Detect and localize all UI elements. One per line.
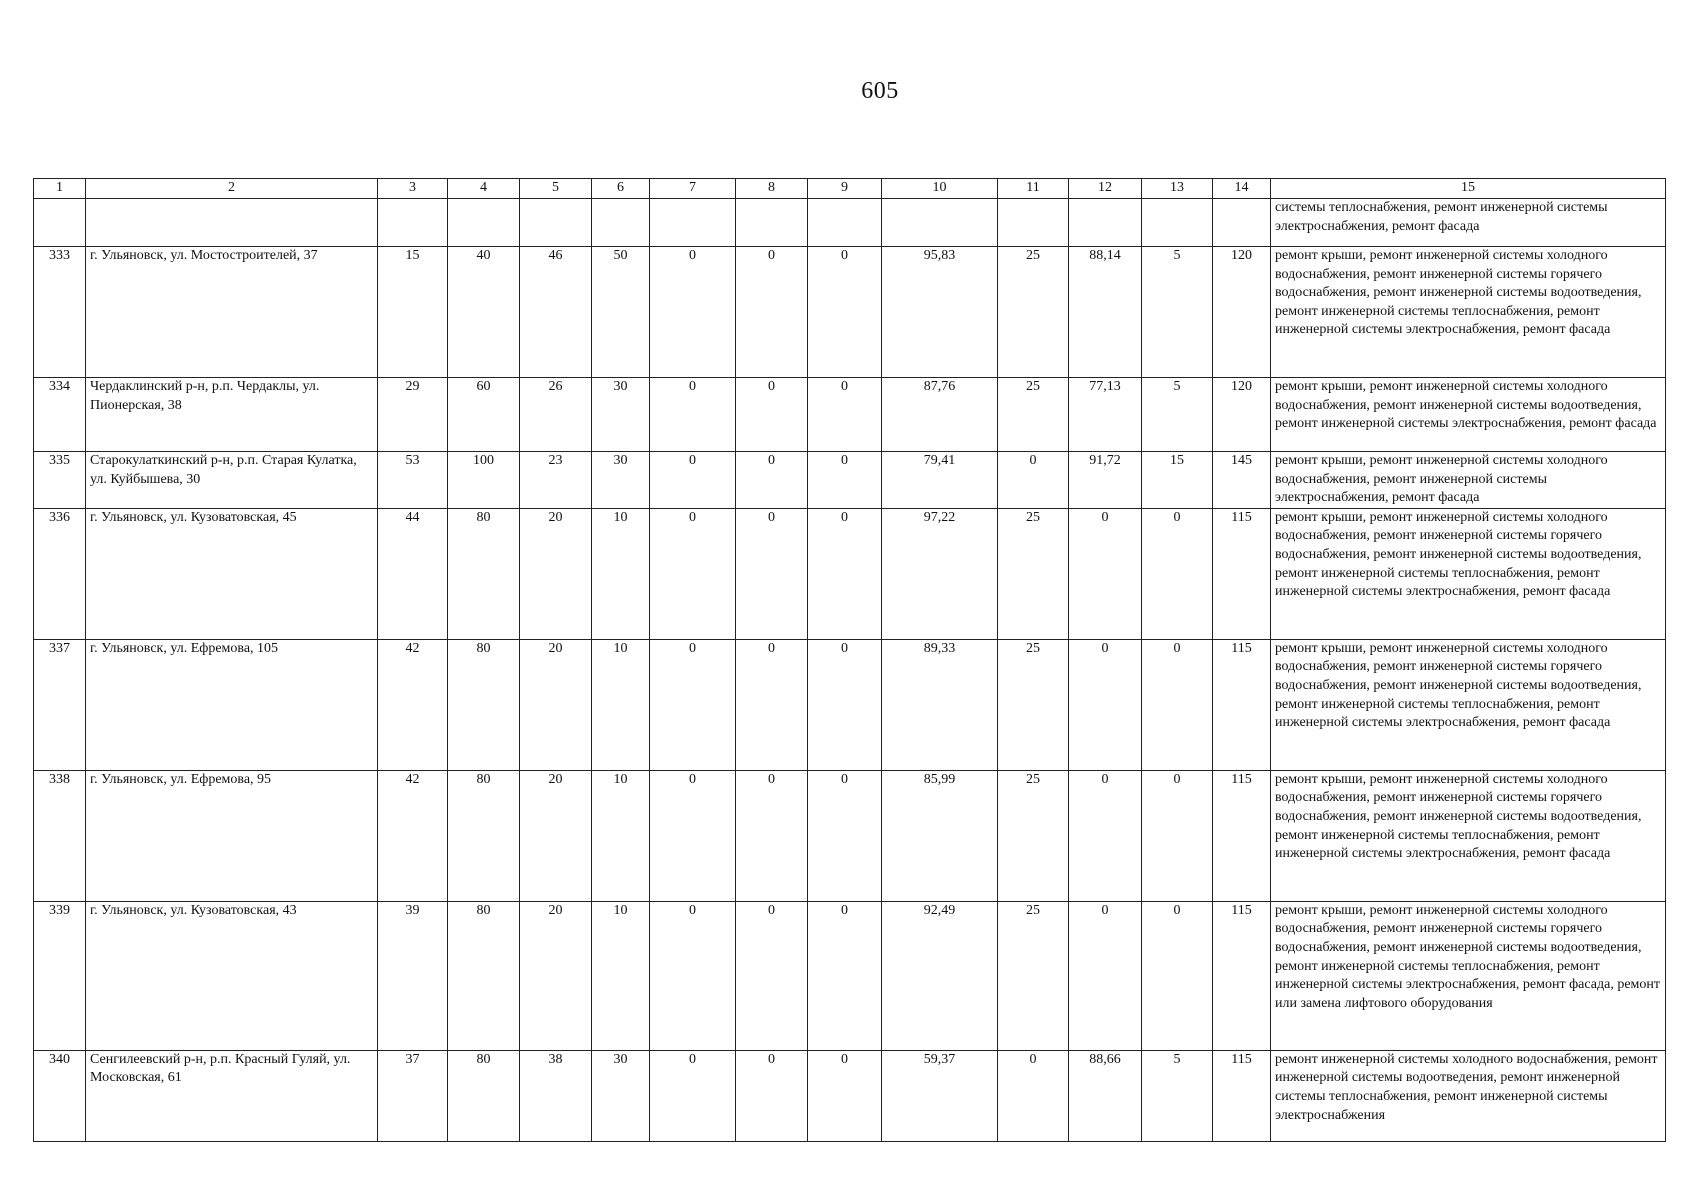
row-number: 337 [34, 639, 86, 770]
value-cell: 20 [520, 770, 592, 901]
value-cell: 89,33 [882, 639, 998, 770]
value-cell: 80 [448, 639, 520, 770]
row-number: 340 [34, 1050, 86, 1141]
value-cell: 88,14 [1069, 247, 1142, 378]
value-cell: 0 [650, 901, 736, 1050]
value-cell: 59,37 [882, 1050, 998, 1141]
column-number: 9 [808, 179, 882, 199]
value-cell: 15 [378, 247, 448, 378]
table-row [34, 901, 1666, 1050]
value-cell: 10 [592, 508, 650, 639]
value-cell: 0 [736, 639, 808, 770]
column-number: 11 [998, 179, 1069, 199]
value-cell: 46 [520, 247, 592, 378]
column-number: 13 [1142, 179, 1213, 199]
value-cell: 92,49 [882, 901, 998, 1050]
value-cell: 0 [808, 639, 882, 770]
value-cell: 115 [1213, 639, 1271, 770]
value-cell: 80 [448, 901, 520, 1050]
value-cell: 10 [592, 639, 650, 770]
value-cell: 91,72 [1069, 452, 1142, 509]
value-cell: 29 [378, 378, 448, 452]
column-number: 5 [520, 179, 592, 199]
value-cell: 88,66 [1069, 1050, 1142, 1141]
work-list: ремонт инженерной системы холодного водоснабжения, ремонт инженерной системы водоотведения, ремонт инженерной системы теплоснабжения, ремонт инженерной системы электроснабжения [1271, 1050, 1666, 1141]
value-cell: 15 [1142, 452, 1213, 509]
column-number: 7 [650, 179, 736, 199]
value-cell: 0 [736, 378, 808, 452]
value-cell: 30 [592, 452, 650, 509]
value-cell: 120 [1213, 378, 1271, 452]
value-cell: 0 [736, 452, 808, 509]
column-number: 8 [736, 179, 808, 199]
value-cell: 0 [736, 770, 808, 901]
value-cell: 25 [998, 378, 1069, 452]
value-cell: 80 [448, 508, 520, 639]
column-number: 2 [86, 179, 378, 199]
value-cell: 115 [1213, 770, 1271, 901]
work-list: ремонт крыши, ремонт инженерной системы холодного водоснабжения, ремонт инженерной системы горячего водоснабжения, ремонт инженерной системы водоотведения, ремонт инженерной системы теплоснабжения, ремонт инженерной системы электроснабжения, ремонт фасада [1271, 770, 1666, 901]
value-cell: 39 [378, 901, 448, 1050]
value-cell: 100 [448, 452, 520, 509]
value-cell: 0 [1142, 639, 1213, 770]
value-cell: 87,76 [882, 378, 998, 452]
address-cell: г. Ульяновск, ул. Мостостроителей, 37 [86, 247, 378, 378]
row-number: 335 [34, 452, 86, 509]
value-cell: 0 [808, 508, 882, 639]
value-cell: 40 [448, 247, 520, 378]
value-cell: 80 [448, 770, 520, 901]
value-cell: 0 [1069, 901, 1142, 1050]
address-cell: г. Ульяновск, ул. Кузоватовская, 43 [86, 901, 378, 1050]
value-cell: 42 [378, 770, 448, 901]
column-number-row [34, 179, 1666, 199]
value-cell: 0 [736, 247, 808, 378]
value-cell: 0 [650, 378, 736, 452]
continuation-row [34, 199, 1666, 247]
table-row [34, 639, 1666, 770]
column-number: 12 [1069, 179, 1142, 199]
value-cell: 0 [1142, 770, 1213, 901]
work-list: ремонт крыши, ремонт инженерной системы холодного водоснабжения, ремонт инженерной системы электроснабжения, ремонт фасада [1271, 452, 1666, 509]
value-cell: 0 [1069, 639, 1142, 770]
value-cell: 38 [520, 1050, 592, 1141]
row-number: 338 [34, 770, 86, 901]
value-cell: 115 [1213, 508, 1271, 639]
value-cell: 95,83 [882, 247, 998, 378]
value-cell: 53 [378, 452, 448, 509]
value-cell: 0 [736, 1050, 808, 1141]
value-cell: 42 [378, 639, 448, 770]
column-number: 4 [448, 179, 520, 199]
housing-repair-table [33, 178, 1666, 1142]
work-list: ремонт крыши, ремонт инженерной системы холодного водоснабжения, ремонт инженерной системы горячего водоснабжения, ремонт инженерной системы водоотведения, ремонт инженерной системы теплоснабжения, ремонт инженерной системы электроснабжения, ремонт фасада [1271, 508, 1666, 639]
value-cell: 44 [378, 508, 448, 639]
row-number: 334 [34, 378, 86, 452]
work-list: ремонт крыши, ремонт инженерной системы холодного водоснабжения, ремонт инженерной системы горячего водоснабжения, ремонт инженерной системы водоотведения, ремонт инженерной системы теплоснабжения, ремонт инженерной системы электроснабжения, ремонт фасада, ремонт или замена лифтового оборудования [1271, 901, 1666, 1050]
row-number: 333 [34, 247, 86, 378]
value-cell: 30 [592, 378, 650, 452]
value-cell: 0 [1142, 508, 1213, 639]
row-number: 339 [34, 901, 86, 1050]
work-list: ремонт крыши, ремонт инженерной системы холодного водоснабжения, ремонт инженерной системы горячего водоснабжения, ремонт инженерной системы водоотведения, ремонт инженерной системы теплоснабжения, ремонт инженерной системы электроснабжения, ремонт фасада [1271, 639, 1666, 770]
column-number: 3 [378, 179, 448, 199]
value-cell: 25 [998, 639, 1069, 770]
column-number: 1 [34, 179, 86, 199]
address-cell: Чердаклинский р-н, р.п. Чердаклы, ул. Пионерская, 38 [86, 378, 378, 452]
value-cell: 23 [520, 452, 592, 509]
value-cell: 0 [998, 1050, 1069, 1141]
value-cell: 120 [1213, 247, 1271, 378]
address-cell: Сенгилеевский р-н, р.п. Красный Гуляй, ул. Московская, 61 [86, 1050, 378, 1141]
value-cell: 5 [1142, 378, 1213, 452]
value-cell: 0 [650, 1050, 736, 1141]
value-cell: 0 [808, 1050, 882, 1141]
value-cell: 37 [378, 1050, 448, 1141]
value-cell: 0 [650, 508, 736, 639]
work-list: системы теплоснабжения, ремонт инженерной системы электроснабжения, ремонт фасада [1271, 199, 1666, 247]
value-cell: 0 [1069, 508, 1142, 639]
value-cell: 25 [998, 508, 1069, 639]
value-cell: 0 [650, 639, 736, 770]
page-number: 605 [861, 78, 899, 104]
table-row [34, 452, 1666, 509]
value-cell: 20 [520, 508, 592, 639]
value-cell: 0 [808, 247, 882, 378]
value-cell: 25 [998, 247, 1069, 378]
table-body [34, 247, 1666, 1142]
value-cell: 0 [650, 247, 736, 378]
column-number: 15 [1271, 179, 1666, 199]
value-cell: 77,13 [1069, 378, 1142, 452]
value-cell: 80 [448, 1050, 520, 1141]
value-cell: 50 [592, 247, 650, 378]
table-row [34, 770, 1666, 901]
value-cell: 10 [592, 770, 650, 901]
row-number: 336 [34, 508, 86, 639]
value-cell: 0 [1142, 901, 1213, 1050]
column-number: 10 [882, 179, 998, 199]
value-cell: 0 [808, 770, 882, 901]
table-row [34, 1050, 1666, 1141]
address-cell: г. Ульяновск, ул. Кузоватовская, 45 [86, 508, 378, 639]
table-row [34, 378, 1666, 452]
value-cell: 20 [520, 901, 592, 1050]
value-cell: 25 [998, 901, 1069, 1050]
value-cell: 0 [998, 452, 1069, 509]
value-cell: 85,99 [882, 770, 998, 901]
address-cell: г. Ульяновск, ул. Ефремова, 95 [86, 770, 378, 901]
value-cell: 60 [448, 378, 520, 452]
value-cell: 0 [650, 452, 736, 509]
value-cell: 30 [592, 1050, 650, 1141]
value-cell: 0 [808, 378, 882, 452]
value-cell: 5 [1142, 247, 1213, 378]
value-cell: 0 [736, 901, 808, 1050]
value-cell: 10 [592, 901, 650, 1050]
value-cell: 0 [736, 508, 808, 639]
value-cell: 5 [1142, 1050, 1213, 1141]
value-cell: 0 [808, 901, 882, 1050]
value-cell: 20 [520, 639, 592, 770]
table-row [34, 508, 1666, 639]
value-cell: 79,41 [882, 452, 998, 509]
column-number: 6 [592, 179, 650, 199]
value-cell: 115 [1213, 901, 1271, 1050]
column-number: 14 [1213, 179, 1271, 199]
value-cell: 25 [998, 770, 1069, 901]
table-row [34, 247, 1666, 378]
value-cell: 0 [1069, 770, 1142, 901]
address-cell: Старокулаткинский р-н, р.п. Старая Кулатка, ул. Куйбышева, 30 [86, 452, 378, 509]
value-cell: 115 [1213, 1050, 1271, 1141]
value-cell: 26 [520, 378, 592, 452]
value-cell: 0 [808, 452, 882, 509]
address-cell: г. Ульяновск, ул. Ефремова, 105 [86, 639, 378, 770]
work-list: ремонт крыши, ремонт инженерной системы холодного водоснабжения, ремонт инженерной системы горячего водоснабжения, ремонт инженерной системы водоотведения, ремонт инженерной системы теплоснабжения, ремонт инженерной системы электроснабжения, ремонт фасада [1271, 247, 1666, 378]
work-list: ремонт крыши, ремонт инженерной системы холодного водоснабжения, ремонт инженерной системы водоотведения, ремонт инженерной системы электроснабжения, ремонт фасада [1271, 378, 1666, 452]
value-cell: 97,22 [882, 508, 998, 639]
value-cell: 145 [1213, 452, 1271, 509]
value-cell: 0 [650, 770, 736, 901]
